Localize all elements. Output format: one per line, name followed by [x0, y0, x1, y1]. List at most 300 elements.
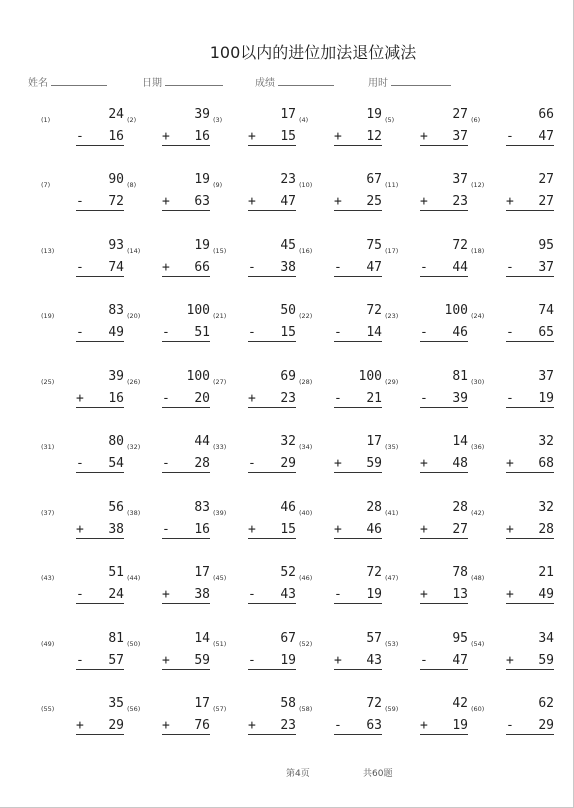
second-operand-row — [162, 391, 210, 408]
first-operand: 100 — [358, 369, 382, 384]
problem — [210, 107, 300, 151]
second-operand: 19 — [280, 653, 296, 668]
problem-number: (54) — [471, 640, 485, 648]
problem — [296, 238, 386, 282]
problem-number: (34) — [299, 443, 313, 451]
operator: - — [76, 129, 84, 144]
second-operand-row — [248, 522, 296, 539]
second-operand: 28 — [538, 522, 554, 537]
second-operand-row — [506, 653, 554, 670]
problem-number: (39) — [213, 509, 227, 517]
second-operand-row — [162, 718, 210, 735]
problem-number: (24) — [471, 312, 485, 320]
operator: + — [162, 718, 170, 733]
first-operand: 24 — [108, 107, 124, 122]
problem-number: (33) — [213, 443, 227, 451]
second-operand-row — [506, 391, 554, 408]
first-operand: 93 — [108, 238, 124, 253]
problem — [468, 303, 558, 347]
problem — [210, 565, 300, 609]
problem-number: (38) — [127, 509, 141, 517]
problem — [382, 303, 472, 347]
problem-number: (19) — [41, 312, 55, 320]
second-operand-row — [334, 587, 382, 604]
operator: - — [506, 391, 514, 406]
problem-number: (13) — [41, 247, 55, 255]
first-operand: 51 — [108, 565, 124, 580]
second-operand-row — [76, 325, 124, 342]
first-operand: 17 — [366, 434, 382, 449]
operator: - — [76, 325, 84, 340]
second-operand-row — [420, 718, 468, 735]
operator: + — [162, 653, 170, 668]
first-operand: 75 — [366, 238, 382, 253]
first-operand: 81 — [108, 631, 124, 646]
problem — [382, 696, 472, 740]
second-operand: 19 — [538, 391, 554, 406]
name-label: 姓名 — [28, 78, 48, 89]
problem-number: (47) — [385, 574, 399, 582]
second-operand: 12 — [366, 129, 382, 144]
problem — [296, 631, 386, 675]
second-operand: 21 — [366, 391, 382, 406]
second-operand-row — [506, 260, 554, 277]
first-operand: 45 — [280, 238, 296, 253]
second-operand-row — [420, 391, 468, 408]
second-operand-row — [162, 325, 210, 342]
problem — [296, 303, 386, 347]
problem — [210, 172, 300, 216]
operator: - — [248, 260, 256, 275]
problem-number: (16) — [299, 247, 313, 255]
second-operand: 66 — [194, 260, 210, 275]
problem — [468, 434, 558, 478]
problem-number: (43) — [41, 574, 55, 582]
second-operand: 49 — [108, 325, 124, 340]
operator: - — [420, 260, 428, 275]
operator: + — [162, 587, 170, 602]
problem-number: (35) — [385, 443, 399, 451]
operator: - — [162, 325, 170, 340]
first-operand: 83 — [194, 500, 210, 515]
second-operand-row — [76, 587, 124, 604]
problem-number: (26) — [127, 378, 141, 386]
problem — [124, 565, 214, 609]
problem-number: (37) — [41, 509, 55, 517]
first-operand: 90 — [108, 172, 124, 187]
second-operand-row — [334, 718, 382, 735]
second-operand-row — [248, 129, 296, 146]
operator: - — [162, 456, 170, 471]
operator: - — [248, 587, 256, 602]
problem-number: (51) — [213, 640, 227, 648]
operator: + — [248, 194, 256, 209]
operator: - — [248, 456, 256, 471]
operator: + — [334, 653, 342, 668]
problem-number: (17) — [385, 247, 399, 255]
second-operand-row — [334, 522, 382, 539]
problem-number: (18) — [471, 247, 485, 255]
second-operand-row — [334, 194, 382, 211]
operator: + — [334, 129, 342, 144]
problem — [382, 107, 472, 151]
first-operand: 42 — [452, 696, 468, 711]
date-label: 日期 — [142, 78, 162, 89]
problem — [210, 696, 300, 740]
first-operand: 100 — [186, 303, 210, 318]
problem — [468, 500, 558, 544]
first-operand: 62 — [538, 696, 554, 711]
problem — [382, 565, 472, 609]
problem — [210, 303, 300, 347]
second-operand: 15 — [280, 522, 296, 537]
first-operand: 28 — [452, 500, 468, 515]
second-operand-row — [162, 587, 210, 604]
second-operand: 47 — [538, 129, 554, 144]
problem — [468, 107, 558, 151]
operator: + — [334, 194, 342, 209]
problem-number: (58) — [299, 705, 313, 713]
first-operand: 72 — [366, 696, 382, 711]
first-operand: 19 — [194, 238, 210, 253]
first-operand: 17 — [194, 696, 210, 711]
second-operand: 44 — [452, 260, 468, 275]
second-operand-row — [334, 456, 382, 473]
operator: - — [334, 325, 342, 340]
second-operand: 19 — [452, 718, 468, 733]
second-operand: 16 — [194, 129, 210, 144]
problem — [124, 107, 214, 151]
operator: - — [248, 653, 256, 668]
problem-number: (29) — [385, 378, 399, 386]
second-operand-row — [76, 522, 124, 539]
worksheet-title: 100以内的进位加法退位减法 — [209, 43, 417, 62]
first-operand: 66 — [538, 107, 554, 122]
operator: + — [506, 653, 514, 668]
problem — [124, 434, 214, 478]
problem — [38, 303, 128, 347]
second-operand: 29 — [108, 718, 124, 733]
problem-number: (59) — [385, 705, 399, 713]
operator: - — [162, 391, 170, 406]
second-operand-row — [420, 456, 468, 473]
second-operand: 24 — [108, 587, 124, 602]
operator: + — [248, 129, 256, 144]
first-operand: 14 — [452, 434, 468, 449]
second-operand-row — [162, 522, 210, 539]
operator: - — [334, 260, 342, 275]
second-operand-row — [420, 129, 468, 146]
first-operand: 78 — [452, 565, 468, 580]
problem-number: (50) — [127, 640, 141, 648]
first-operand: 17 — [280, 107, 296, 122]
operator: + — [76, 522, 84, 537]
problem — [382, 631, 472, 675]
second-operand: 27 — [452, 522, 468, 537]
problem-number: (8) — [127, 181, 137, 189]
problem — [296, 565, 386, 609]
problem-number: (55) — [41, 705, 55, 713]
second-operand-row — [334, 129, 382, 146]
second-operand-row — [162, 456, 210, 473]
first-operand: 46 — [280, 500, 296, 515]
second-operand-row — [248, 587, 296, 604]
problem-number: (3) — [213, 116, 223, 124]
problem — [296, 500, 386, 544]
second-operand-row — [248, 260, 296, 277]
first-operand: 39 — [108, 369, 124, 384]
second-operand-row — [506, 456, 554, 473]
second-operand-row — [162, 653, 210, 670]
operator: + — [420, 522, 428, 537]
problem — [296, 696, 386, 740]
second-operand-row — [506, 718, 554, 735]
problem-number: (27) — [213, 378, 227, 386]
problem-number: (44) — [127, 574, 141, 582]
operator: - — [506, 260, 514, 275]
first-operand: 83 — [108, 303, 124, 318]
problem — [38, 565, 128, 609]
operator: - — [506, 718, 514, 733]
second-operand: 38 — [108, 522, 124, 537]
problem-number: (15) — [213, 247, 227, 255]
operator: + — [162, 194, 170, 209]
second-operand: 16 — [108, 129, 124, 144]
problem-number: (46) — [299, 574, 313, 582]
second-operand-row — [334, 325, 382, 342]
operator: + — [506, 587, 514, 602]
operator: + — [420, 456, 428, 471]
problem-number: (12) — [471, 181, 485, 189]
operator: + — [248, 522, 256, 537]
second-operand: 59 — [366, 456, 382, 471]
second-operand-row — [162, 194, 210, 211]
problem-number: (5) — [385, 116, 395, 124]
problem-number: (49) — [41, 640, 55, 648]
operator: - — [76, 260, 84, 275]
operator: + — [420, 194, 428, 209]
second-operand: 59 — [194, 653, 210, 668]
problem-number: (28) — [299, 378, 313, 386]
time-label: 用时 — [368, 78, 388, 89]
operator: + — [248, 718, 256, 733]
problem-number: (31) — [41, 443, 55, 451]
problem — [382, 500, 472, 544]
operator: - — [162, 522, 170, 537]
first-operand: 17 — [194, 565, 210, 580]
problem — [124, 369, 214, 413]
second-operand-row — [76, 129, 124, 146]
second-operand: 63 — [366, 718, 382, 733]
first-operand: 56 — [108, 500, 124, 515]
second-operand: 38 — [280, 260, 296, 275]
problem-number: (21) — [213, 312, 227, 320]
second-operand: 25 — [366, 194, 382, 209]
second-operand: 27 — [538, 194, 554, 209]
total-count: 共60题 — [363, 769, 393, 779]
problem-number: (32) — [127, 443, 141, 451]
problem — [382, 172, 472, 216]
second-operand-row — [162, 129, 210, 146]
problem-number: (11) — [385, 181, 399, 189]
operator: - — [506, 129, 514, 144]
problem — [468, 238, 558, 282]
problem — [124, 500, 214, 544]
first-operand: 80 — [108, 434, 124, 449]
problem — [468, 631, 558, 675]
problem — [38, 434, 128, 478]
operator: - — [76, 194, 84, 209]
problem — [210, 369, 300, 413]
first-operand: 32 — [538, 434, 554, 449]
second-operand: 48 — [452, 456, 468, 471]
first-operand: 21 — [538, 565, 554, 580]
second-operand: 47 — [280, 194, 296, 209]
second-operand-row — [420, 522, 468, 539]
second-operand: 59 — [538, 653, 554, 668]
problem — [210, 631, 300, 675]
second-operand: 63 — [194, 194, 210, 209]
second-operand-row — [506, 587, 554, 604]
problem — [468, 369, 558, 413]
second-operand-row — [76, 456, 124, 473]
operator: + — [420, 718, 428, 733]
problem — [296, 369, 386, 413]
operator: - — [334, 718, 342, 733]
problem-number: (41) — [385, 509, 399, 517]
problem-number: (2) — [127, 116, 137, 124]
second-operand: 49 — [538, 587, 554, 602]
score-label: 成绩 — [255, 78, 275, 89]
problem — [382, 369, 472, 413]
page-number: 第4页 — [286, 769, 310, 779]
first-operand: 67 — [280, 631, 296, 646]
second-operand-row — [506, 325, 554, 342]
first-operand: 72 — [452, 238, 468, 253]
first-operand: 19 — [194, 172, 210, 187]
second-operand: 47 — [452, 653, 468, 668]
operator: + — [506, 522, 514, 537]
operator: - — [420, 391, 428, 406]
second-operand: 47 — [366, 260, 382, 275]
operator: + — [506, 194, 514, 209]
first-operand: 57 — [366, 631, 382, 646]
second-operand: 29 — [280, 456, 296, 471]
problem — [296, 434, 386, 478]
first-operand: 32 — [280, 434, 296, 449]
second-operand-row — [248, 653, 296, 670]
problem — [382, 238, 472, 282]
first-operand: 67 — [366, 172, 382, 187]
operator: + — [420, 587, 428, 602]
first-operand: 81 — [452, 369, 468, 384]
second-operand-row — [162, 260, 210, 277]
problem — [38, 696, 128, 740]
first-operand: 72 — [366, 303, 382, 318]
problem — [382, 434, 472, 478]
first-operand: 69 — [280, 369, 296, 384]
first-operand: 34 — [538, 631, 554, 646]
first-operand: 32 — [538, 500, 554, 515]
problem — [124, 238, 214, 282]
operator: + — [334, 522, 342, 537]
problem — [296, 172, 386, 216]
second-operand-row — [248, 718, 296, 735]
first-operand: 19 — [366, 107, 382, 122]
second-operand: 15 — [280, 325, 296, 340]
problem-number: (23) — [385, 312, 399, 320]
operator: - — [334, 587, 342, 602]
problem-number: (56) — [127, 705, 141, 713]
second-operand: 39 — [452, 391, 468, 406]
operator: - — [420, 653, 428, 668]
second-operand: 37 — [452, 129, 468, 144]
second-operand: 65 — [538, 325, 554, 340]
second-operand-row — [420, 260, 468, 277]
second-operand: 20 — [194, 391, 210, 406]
first-operand: 95 — [538, 238, 554, 253]
operator: - — [76, 653, 84, 668]
second-operand: 72 — [108, 194, 124, 209]
problem-number: (1) — [41, 116, 51, 124]
second-operand-row — [248, 456, 296, 473]
second-operand: 23 — [280, 718, 296, 733]
second-operand: 29 — [538, 718, 554, 733]
second-operand: 57 — [108, 653, 124, 668]
problem-number: (7) — [41, 181, 51, 189]
first-operand: 37 — [538, 369, 554, 384]
operator: + — [162, 260, 170, 275]
problem-number: (4) — [299, 116, 309, 124]
second-operand-row — [334, 391, 382, 408]
second-operand: 14 — [366, 325, 382, 340]
problem — [38, 500, 128, 544]
problem — [124, 696, 214, 740]
problem — [38, 172, 128, 216]
second-operand: 43 — [366, 653, 382, 668]
first-operand: 27 — [452, 107, 468, 122]
problem-number: (45) — [213, 574, 227, 582]
problem — [468, 696, 558, 740]
problem-number: (20) — [127, 312, 141, 320]
second-operand-row — [420, 325, 468, 342]
second-operand: 37 — [538, 260, 554, 275]
operator: + — [76, 391, 84, 406]
problem-number: (36) — [471, 443, 485, 451]
first-operand: 28 — [366, 500, 382, 515]
operator: - — [248, 325, 256, 340]
operator: + — [248, 391, 256, 406]
first-operand: 35 — [108, 696, 124, 711]
operator: + — [76, 718, 84, 733]
second-operand: 54 — [108, 456, 124, 471]
first-operand: 37 — [452, 172, 468, 187]
problem-number: (6) — [471, 116, 481, 124]
second-operand: 38 — [194, 587, 210, 602]
second-operand: 16 — [108, 391, 124, 406]
second-operand: 19 — [366, 587, 382, 602]
problem-number: (30) — [471, 378, 485, 386]
problem-number: (25) — [41, 378, 55, 386]
first-operand: 52 — [280, 565, 296, 580]
first-operand: 14 — [194, 631, 210, 646]
operator: + — [162, 129, 170, 144]
problem — [38, 631, 128, 675]
operator: - — [76, 456, 84, 471]
first-operand: 95 — [452, 631, 468, 646]
first-operand: 58 — [280, 696, 296, 711]
second-operand-row — [506, 194, 554, 211]
